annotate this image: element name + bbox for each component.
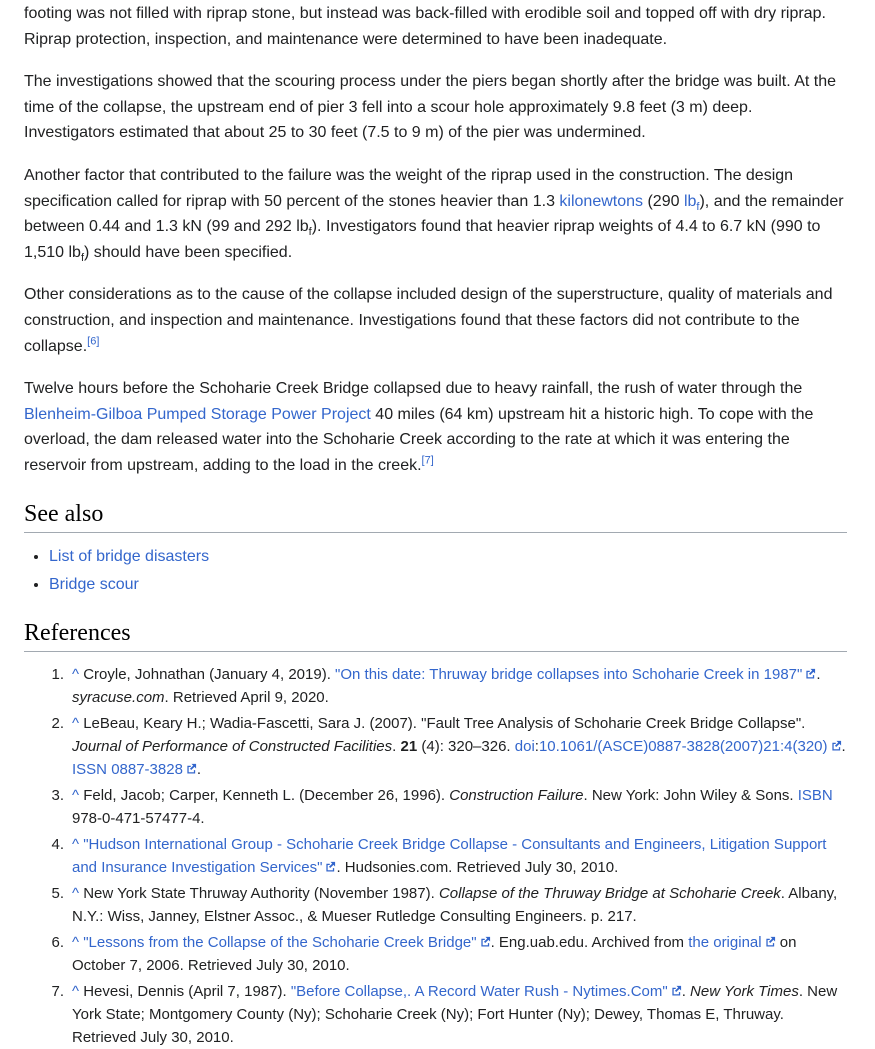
text: . bbox=[392, 737, 401, 755]
paragraph bbox=[24, 376, 847, 478]
text: . bbox=[681, 982, 691, 1000]
italic-text: syracuse.com bbox=[72, 688, 165, 706]
reference-item bbox=[51, 784, 847, 830]
text: Croyle, Johnathan (January 4, 2019). bbox=[79, 665, 336, 683]
reference-item bbox=[51, 980, 847, 1049]
reference-number: 2. bbox=[51, 714, 64, 732]
reference-number: 1. bbox=[51, 665, 64, 683]
bold-text: 21 bbox=[400, 737, 418, 755]
external-link[interactable]: 0887-3828 bbox=[111, 761, 197, 778]
reference-number: 7. bbox=[51, 982, 64, 1000]
see-also-item bbox=[49, 544, 847, 570]
backlink-caret[interactable]: ^ bbox=[72, 884, 80, 902]
backlink-caret[interactable]: ^ bbox=[72, 933, 80, 951]
text: . New York State; Montgomery County (Ny); Schoharie Creek (Ny); Fort Hunter (Ny); Dewey, Thomas E, Thruway. Retrieved July 30, 2010. bbox=[72, 982, 838, 1046]
reference-number: 6. bbox=[51, 933, 64, 951]
text: on October 7, 2006. Retrieved July 30, 2010. bbox=[72, 933, 797, 974]
text: Hevesi, Dennis (April 7, 1987). bbox=[79, 982, 291, 1000]
italic-text: Collapse of the Thruway Bridge at Schoharie Creek bbox=[438, 884, 781, 902]
text: (290 bbox=[643, 192, 684, 210]
text: : bbox=[534, 737, 539, 755]
pound-force-link[interactable]: f bbox=[696, 200, 700, 213]
external-link-icon bbox=[325, 861, 336, 872]
external-link-icon bbox=[480, 936, 491, 947]
issn-link[interactable]: ISSN bbox=[72, 760, 108, 778]
external-link[interactable]: "Before Collapse,. A Record Water Rush - Nytimes.Com" bbox=[291, 983, 682, 1000]
italic-text: Journal of Performance of Constructed Facilities bbox=[72, 737, 393, 755]
footnote-sup bbox=[87, 335, 99, 347]
external-link-icon bbox=[186, 763, 197, 774]
text: . Albany, N.Y.: Wiss, Janney, Elstner Assoc., & Mueser Rutledge Consulting Engineers. p. 217. bbox=[72, 884, 838, 925]
subscript-text: f bbox=[80, 251, 84, 264]
ref-marker[interactable]: [7] bbox=[421, 454, 434, 467]
reference-item bbox=[51, 833, 847, 879]
text: (4): 320–326. bbox=[417, 737, 515, 755]
external-link-icon bbox=[765, 936, 776, 947]
text: Another factor that contributed to the failure was the weight of the riprap used in the construction. The design specification called for riprap with 50 percent of the stones heavier than 1.3 bbox=[24, 166, 794, 210]
text: ). Investigators found that heavier riprap weights of 4.4 to 6.7 kN (990 to 1,510 lb bbox=[24, 218, 821, 261]
external-link[interactable]: 10.1061/(ASCE)0887-3828(2007)21:4(320) bbox=[539, 738, 842, 755]
italic-text: Construction Failure bbox=[449, 786, 584, 804]
text: . Hudsonies.com. Retrieved July 30, 2010. bbox=[336, 858, 619, 876]
text: Feld, Jacob; Carper, Kenneth L. (December 26, 1996). bbox=[79, 786, 450, 804]
reference-number: 3. bbox=[51, 786, 64, 804]
text: . New York: John Wiley & Sons. bbox=[583, 786, 798, 804]
text: footing was not filled with riprap stone, but instead was back-filled with erodible soil and topped off with dry riprap. Riprap protection, inspection, and maintenance were determined to have been inadequate. bbox=[24, 5, 826, 48]
italic-text: New York Times bbox=[690, 982, 799, 1000]
backlink-caret[interactable]: ^ bbox=[72, 665, 80, 683]
paragraph bbox=[24, 1, 847, 52]
references-heading: References bbox=[24, 618, 847, 652]
isbn-link[interactable]: ISBN bbox=[797, 786, 833, 804]
text: New York State Thruway Authority (November 1987). bbox=[79, 884, 439, 902]
paragraph bbox=[24, 69, 847, 146]
footnote-sup bbox=[422, 455, 434, 467]
text: Twelve hours before the Schoharie Creek Bridge collapsed due to heavy rainfall, the rush of water through the bbox=[24, 380, 803, 398]
backlink-caret[interactable]: ^ bbox=[72, 982, 80, 1000]
external-link[interactable]: "On this date: Thruway bridge collapses into Schoharie Creek in 1987" bbox=[335, 666, 816, 683]
text: . bbox=[816, 665, 821, 683]
paragraph bbox=[24, 282, 847, 359]
text: . bbox=[196, 760, 202, 778]
backlink-caret[interactable]: ^ bbox=[72, 786, 80, 804]
text: . Eng.uab.edu. Archived from bbox=[490, 933, 689, 951]
see-also-heading: See also bbox=[24, 499, 847, 533]
text: . Retrieved April 9, 2020. bbox=[164, 688, 329, 706]
backlink-caret[interactable]: ^ bbox=[72, 714, 80, 732]
external-link[interactable]: "Lessons from the Collapse of the Schoharie Creek Bridge" bbox=[83, 934, 490, 951]
text: . bbox=[841, 737, 846, 755]
doi-link[interactable]: doi bbox=[514, 737, 535, 755]
reference-number: 5. bbox=[51, 884, 64, 902]
references-list bbox=[24, 663, 847, 1049]
external-link[interactable]: "Hudson International Group - Schoharie Creek Bridge Collapse - Consultants and Engineers, Litigation Support and Insurance Investigation Services" bbox=[72, 835, 827, 876]
see-also-link-bridge-scour[interactable]: Bridge scour bbox=[49, 576, 139, 594]
reference-item bbox=[51, 882, 847, 928]
blenheim-gilboa-link[interactable]: Blenheim-Gilboa Pumped Storage Power Project bbox=[24, 405, 371, 423]
external-link-icon bbox=[831, 740, 842, 751]
text: ), and the remainder between 0.44 and 1.3 kN (99 and 292 lb bbox=[24, 192, 844, 236]
paragraph bbox=[24, 163, 847, 265]
text: Other considerations as to the cause of the collapse included design of the superstructure, quality of materials and construction, and inspection and maintenance. Investigations found that these factors did not contribute to the collapse. bbox=[24, 286, 833, 355]
reference-item bbox=[51, 663, 847, 709]
ref-marker[interactable]: [6] bbox=[87, 335, 100, 348]
text: The investigations showed that the scouring process under the piers began shortly after the bridge was built. At the time of the collapse, the upstream end of pier 3 fell into a scour hole approximately 9.8 feet (3 m) deep. Investigators estimated that about 25 to 30 feet (7.5 to 9 m) of the pier was undermined. bbox=[24, 73, 837, 142]
external-link[interactable]: the original bbox=[688, 934, 775, 951]
reference-item bbox=[51, 931, 847, 977]
reference-item bbox=[51, 712, 847, 781]
text: 978-0-471-57477-4. bbox=[72, 809, 205, 827]
external-link-icon bbox=[671, 985, 682, 996]
see-also-item bbox=[49, 572, 847, 598]
kilonewtons-link[interactable]: kilonewtons bbox=[559, 192, 644, 210]
see-also-link-list-of-bridge-disasters[interactable]: List of bridge disasters bbox=[49, 547, 210, 565]
text: 40 miles (64 km) upstream hit a historic high. To cope with the overload, the dam released water into the Schoharie Creek according to the rate at which it was entering the reservoir from upstream, adding to the load in the creek. bbox=[24, 405, 814, 474]
text: LeBeau, Keary H.; Wadia-Fascetti, Sara J. (2007). "Fault Tree Analysis of Schoharie Creek Bridge Collapse". bbox=[79, 714, 806, 732]
pound-force-link[interactable]: lb bbox=[683, 192, 697, 210]
backlink-caret[interactable]: ^ bbox=[72, 835, 80, 853]
external-link-icon bbox=[805, 668, 816, 679]
subscript-text: f bbox=[308, 226, 312, 239]
reference-number: 4. bbox=[51, 835, 64, 853]
see-also-list bbox=[24, 544, 847, 598]
text: ) should have been specified. bbox=[84, 243, 293, 261]
